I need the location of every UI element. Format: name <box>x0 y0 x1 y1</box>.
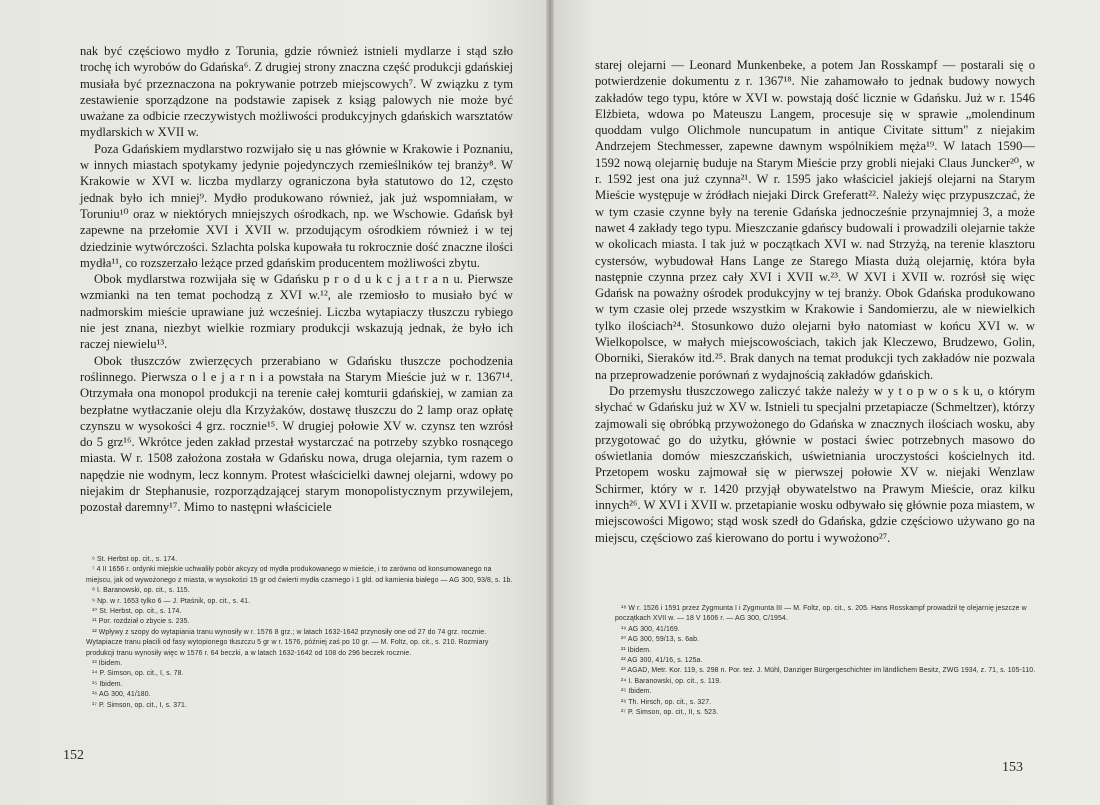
book-gutter <box>546 0 554 805</box>
footnote: ²⁶ Th. Hirsch, op. cit., s. 327. <box>621 698 712 706</box>
footnote: ¹⁶ AG 300, 41/180. <box>92 691 151 699</box>
footnote: ¹³ Ibidem. <box>92 660 123 668</box>
page-number-left: 152 <box>63 748 84 763</box>
footnote: ²⁰ AG 300, 59/13, s. 6ab. <box>621 636 700 644</box>
footnote: ²⁷ P. Simson, op. cit., II, s. 523. <box>621 709 719 717</box>
footnote: ⁶ St. Herbst op. cit., s. 174. <box>92 556 178 563</box>
paragraph: Poza Gdańskiem mydlarstwo rozwijało się u nas głównie w Krakowie i Poznaniu, w innych miastach spotykamy jedynie pojedynczych rzemieślników tej branży⁸. W Krakowie w XVI w. liczba mydlarzy ograniczona była statutowo do 12, często jednak było ich mniej⁹. Mydło produkowano również, jak już wspomniałam, w Toruniu¹⁰ oraz w niektórych mniejszych ośrodkach, np. we Wschowie. Gdańsk był zapewne na przełomie XVI i XVII w. przodującym ośrodkiem również i w tej dziedzinie wytwórczości. Szlachta polska kupowała tu rokrocznie dość znaczne ilości mydła¹¹, co rozszerzało leżące przed gdańskim producentem możliwości zbytu. <box>80 141 513 270</box>
left-page <box>0 0 549 805</box>
footnote: ¹⁴ P. Simson, op. cit., I, s. 78. <box>92 670 184 678</box>
footnote: ¹⁰ St. Herbst, op. cit., s. 174. <box>92 608 182 616</box>
paragraph: nak być częściowo mydło z Torunia, gdzie również istnieli mydlarze i stąd szło trochę ich wyrobów do Gdańska⁶. Z drugiej strony znaczna część produkcji gdańskiej musiała być przeznaczona na pokrywanie potrzeb miejscowych⁷. W związku z tym zestawienie sporządzone na podstawie zapisek z ksiąg palowych nie może być uważane za odbicie rzeczywistych możliwości produkcyjnych gdańskich warsztatów mydlarskich w XVII w. <box>80 44 513 140</box>
right-page-footnotes <box>615 604 1047 718</box>
footnote: ²⁵ Ibidem. <box>621 688 652 696</box>
left-page-footnotes <box>86 555 516 711</box>
footnote: ¹¹ Por. rozdział o zbycie s. 235. <box>92 618 190 626</box>
footnote: ¹⁷ P. Simson, op. cit., I, s. 371. <box>92 701 187 709</box>
left-page-body <box>80 43 513 516</box>
footnote: ²³ AGAD, Metr. Kor. 119, s. 298 n. Por. też. J. Mühl, Danziger Bürgergeschichter im ländlichem Besitz, ZWG 1934, z. 71, s. 105-110. <box>621 667 1036 675</box>
footnote: ¹⁸ W r. 1526 i 1591 przez Zygmunta I i Zygmunta III — M. Foltz, op. cit., s. 205. Hans Rosskampf prowadził tę olejarnię jeszcze w początkach XVII w. — 18 V 1606 r. — AG 300, C/1954. <box>615 605 1027 623</box>
paragraph: starej olejarni — Leonard Munkenbeke, a potem Jan Rosskampf — postarali się o potwierdzenie dokumentu z r. 1367¹⁸. Nie zahamowało to jednak budowy nowych zakładów tego typu, które w XVI w. powstają dość licznie w Gdańsku. Już w r. 1546 Elżbieta, wdowa po Mateuszu Langem, procesuje się w sprawie „molendinum quoddam vulgo Olichmole nuncupatum in antique Civitate sittum" z niejakim Andrzejem Stechmesser, zapewne dawnym wspólnikiem męża¹⁹. W latach 1590—1592 nową olejarnię buduje na Starym Mieście przy grobli niejaki Claus Juncker²⁰, w r. 1592 jest ona już czynna²¹. W r. 1595 jako właściciel jakiejś olejarni na Starym Mieście występuje w źródłach niejaki Dirck Greferatt²². Należy więc przypuszczać, że w tym czasie czynne były na terenie Gdańska jednocześnie przynajmniej 3, a może nawet 4 zakłady tego typu. Mieszczanie gdańscy budowali i prowadzili olejarnie także w okolicach miasta. I tak już w początkach XVI w. nad Strzyżą, na terenie klasztoru cystersów, wybudował Hans Lange ze Starego Miasta dużą olejarnię, która była następnie czynna przez cały XVI i XVII w.²³. W XVI i XVII w. rozrósł się więc Gdańsk na poważny ośrodek produkcyjny w tej branży. Obok Gdańska produkowano w tym czasie olej przede wszystkim w Krakowie i Sandomierzu, ale w niewielkich tylko ilościach²⁴. Stosunkowo dużo olejarni było natomiast w końcu XVI w. w Wielkopolsce, w małych miejscowościach, takich jak Kleczewo, Brudzewo, Golin, Oborniki, Sieraków itd.²⁵. Brak danych na temat produkcji tych zakładów nie pozwala na przeprowadzenie porównań z wydajnością zakładów gdańskich. <box>595 58 1035 382</box>
footnote: ¹⁵ Ibidem. <box>92 680 123 688</box>
footnote: ⁷ 4 II 1656 r. ordynki miejskie uchwaliły pobór akcyzy od mydła produkowanego w mieście, i to zarówno od konsumowanego na miejscu, jak od wywożonego z miasta, w wysokości 15 gr od ćwierti mydła czarnego i 1 gld. od kamienia białego — AG 300, 93/8, s. 1b. <box>86 566 513 584</box>
paragraph: Do przemysłu tłuszczowego zaliczyć także należy w y t o p w o s k u, o którym słychać w Gdańsku już w XV w. Istnieli tu specjalni przetapiacze (Schmeltzer), którzy zajmowali się obróbką przywożonego do Gdańska w znacznych ilościach wosku, aby przygotować go do użytku, głównie w postaci świec potrzebnych masowo do oświetlania domów mieszczańskich, uświetniania uroczystości kościelnych itd. Przetopem wosku zajmował się w pierwszej połowie XV w. niejaki Wenzlaw Schirmer, który w r. 1420 przyjął obywatelstwo na Prawym Mieście, oraz kilku innych²⁶. W XVI i XVII w. przetapianie wosku odbywało się głównie poza miastem, w miejscowości Migowo; stąd wosk szedł do Gdańska, gdzie częściowo używano go na miejscu, częściowo zaś kierowano do portu i wywożono²⁷. <box>595 383 1035 545</box>
footnote: ²⁴ I. Baranowski, op. cit., s. 119. <box>621 677 722 685</box>
footnote: ¹² Wpływy z szopy do wytapiania tranu wynosiły w r. 1576 8 grz.; w latach 1632-1642 przynosiły one od 27 do 74 grz. rocznie. Wytapiacze tranu płacili od fasy wytopionego tłuszczu 5 gr w r. 1576, później zaś po 10 gr. — M. Foltz, op. cit., s. 210. Rozmiary produkcji tranu wynosiły więc w 1576 r. 64 beczki, a w latach 1632-1642 od 108 do 296 beczek rocznie. <box>86 628 489 657</box>
footnote: ¹⁹ AG 300, 41/169. <box>621 625 680 633</box>
footnote: ⁹ Np. w r. 1653 tylko 6 — J. Ptaśnik, op. cit., s. 41. <box>92 597 251 605</box>
right-page-body <box>595 57 1035 546</box>
footnote: ²¹ Ibidem. <box>621 646 652 654</box>
footnote: ²² AG 300, 41/16, s. 125a. <box>621 657 703 665</box>
right-page <box>551 0 1100 805</box>
paragraph: Obok tłuszczów zwierzęcych przerabiano w Gdańsku tłuszcze pochodzenia roślinnego. Pierwsza o l e j a r n i a powstała na Starym Mieście już w r. 1367¹⁴. Otrzymała ona monopol produkcji na terenie całej komturii gdańskiej, w zamian za bezpłatne wytłaczanie oleju dla Krzyżaków, dostawę tłuszczu do 2 lamp oraz opłatę czynszu w wysokości 4 grz. rocznie¹⁵. W drugiej połowie XV w. czynsz ten wzrósł do 5 grz¹⁶. Wkrótce jeden zakład przestał wystarczać na potrzeby szybko rosnącego miasta. W r. 1508 założona została w Gdańsku nowa, druga olejarnia, tym razem o napędzie nie wodnym, lecz konnym. Protest właścicielki dawnej olejarni, wdowy po niejakim dr Stephanusie, rozporządzającej starym monopolistycznym przywilejem, pozostał daremny¹⁷. Mimo to następni właściciele <box>80 353 513 515</box>
page-number-right: 153 <box>1002 760 1023 775</box>
footnote: ⁸ I. Baranowski, op. cit., s. 115. <box>92 587 190 595</box>
paragraph: Obok mydlarstwa rozwijała się w Gdańsku p r o d u k c j a t r a n u. Pierwsze wzmianki na ten temat pochodzą z XVI w.¹², ale rzemiosło to musiało być w nadmorskim mieście uprawiane już wcześniej. Liczba wytapiaczy tłuszczu rybiego nie jest znana, niezbyt wielkie rozmiary produkcji wskazują jednak, że było ich raczej niewielu¹³. <box>80 272 513 352</box>
